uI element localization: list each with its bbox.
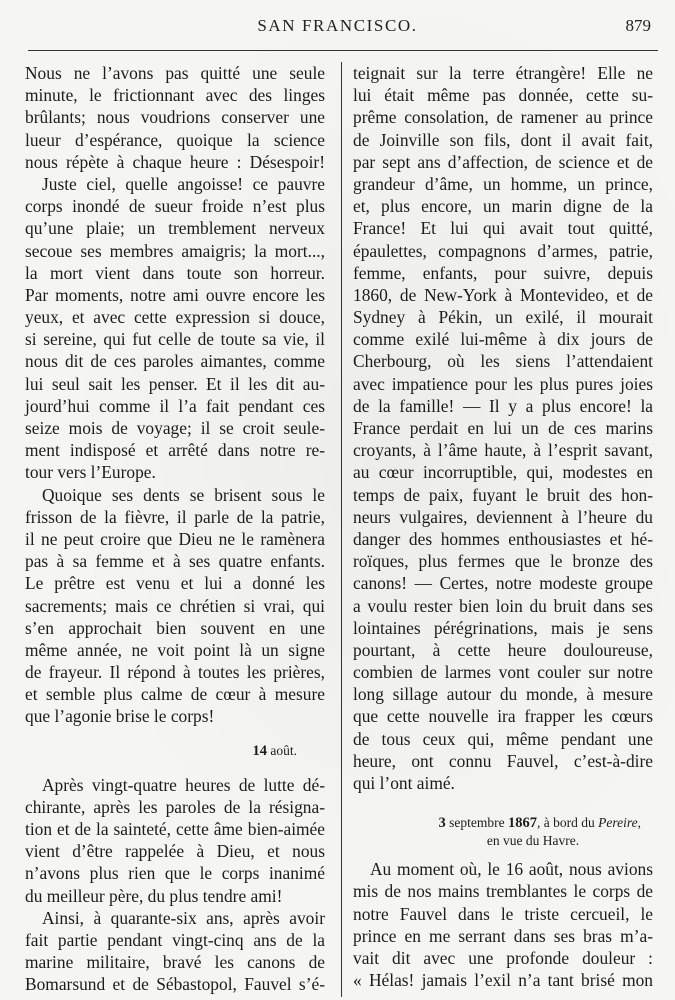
paragraph (25, 173, 325, 484)
text-line: lueur d’espérance, quoique la science (25, 129, 325, 150)
text-line: par sept ans d’affection, de science et de (353, 151, 653, 172)
text-line: qui l’ont aimé. (353, 773, 455, 793)
text-line: de la famille! — Il y a plus encore! la (353, 395, 653, 416)
text-line: de tous ceux qui, même pendant une (353, 728, 653, 749)
text-line: neurs vulgaires, deviennent à l’heure du (353, 506, 653, 527)
text-line: Au moment où, le 16 août, nous avions (370, 859, 653, 880)
text-line: nous répète à chaque heure : Désespoir! (25, 151, 325, 172)
dateline-punct: , (637, 815, 641, 831)
text-line: avec impatience pour les plus pures joies (353, 373, 653, 394)
text-line: heure, ont connu Fauvel, c’est-à-dire (353, 750, 653, 771)
text-line: 1860, de New-York à Montevideo, et de (353, 284, 653, 305)
text-line: de Joinville son fils, dont il avait fait, (353, 129, 653, 150)
header-rule (28, 50, 658, 51)
text-line: « Hélas! jamais l’exil n’a tant brisé mon (353, 970, 653, 991)
text-line: notre Fauvel dans le triste cercueil, le (353, 903, 653, 924)
text-line: tion et de la sainteté, cette âme bien-aimée (25, 819, 325, 839)
left-column (25, 62, 325, 996)
paragraph (25, 484, 325, 728)
text-line: sacrements; mais ce chrétien si vrai, qui (25, 595, 325, 616)
text-line: Ainsi, à quarante-six ans, après avoir (42, 907, 325, 928)
text-line: lui était même pas donnée, cette su- (353, 85, 653, 106)
text-line: que l’agonie brise le corps! (25, 706, 215, 727)
page-number: 879 (625, 16, 651, 35)
text-line: secoue ses membres amaigris; la mort..., (25, 240, 325, 261)
text-line: si sereine, qui fut celle de toute sa vie, il (25, 329, 325, 350)
dateline (25, 740, 325, 762)
text-line: même année, ne voit point là un signe (25, 639, 325, 660)
text-line: Juste ciel, quelle angoisse! ce pauvre (42, 173, 325, 194)
text-line: grandeur d’âme, un homme, un prince, (353, 173, 653, 194)
text-line: yeux, et avec cette expression si douce, (25, 307, 325, 328)
text-line: fait partie pendant vingt-cinq ans de la (25, 929, 325, 950)
right-column (353, 62, 653, 991)
ship-name: Pereire (598, 815, 638, 831)
text-line: que cette nouvelle ira frapper les cœurs (353, 706, 653, 727)
column-divider (341, 62, 342, 997)
text-line: France! Et lui qui avait tout quitté, (353, 218, 653, 239)
text-line: prême consolation, de ramener au prince (353, 107, 653, 128)
text-line: pas à sa femme et à ses quatre enfants. (25, 551, 325, 572)
dateline-year: 1867 (508, 815, 538, 832)
text-line: au cœur incorruptible, qui, modestes en (353, 462, 653, 483)
text-line: et, plus encore, un marin digne de la (353, 196, 653, 217)
text-line: marine militaire, bravé les canons de (25, 952, 325, 973)
text-line: Nous ne l’avons pas quitté une seule (25, 63, 325, 83)
text-line: s’en approchait bien souvent en une (25, 617, 325, 638)
text-line: combien de larmes vont couler sur notre (353, 662, 653, 683)
text-line: n’avons plus rien que le corps inanimé (25, 863, 325, 884)
paragraph (25, 62, 325, 173)
text-line: et semble plus calme de cœur à mesure (25, 684, 325, 705)
text-line: qu’une plaie; un tremblement nerveux (25, 218, 325, 239)
text-line: lointaines pérégrinations, mais je sens (353, 617, 653, 638)
text-line: long sillage autour du monde, à mesure (353, 684, 653, 705)
text-line: tour vers l’Europe. (25, 462, 156, 483)
dateline-day: 14 (252, 742, 267, 759)
text-line: jourd’hui comme il l’a fait pendant ces (25, 395, 325, 416)
dateline-month: août. (270, 742, 297, 758)
text-line: il ne peut croire que Dieu ne le ramènera (25, 528, 325, 549)
text-line: Quoique ses dents se brisent sous le (42, 484, 325, 505)
text-line: a voulu rester bien loin du bruit dans ses (353, 595, 653, 616)
text-line: frisson de la fièvre, il parle de la patrie, (25, 506, 325, 527)
text-line: de frayeur. Il répond à toutes les prières, (25, 662, 325, 683)
text-line: France perdait en lui un de ces marins (353, 418, 653, 438)
text-line: teignait sur la terre étrangère! Elle ne (353, 63, 653, 83)
text-line: épaulettes, compagnons d’armes, patrie, (353, 240, 653, 261)
text-line: pourtant, à cette heure douloureuse, (353, 639, 653, 660)
text-line: mis de nos mains tremblantes le corps de (353, 881, 653, 902)
text-line: Le prêtre est venu et lui a donné les (25, 573, 325, 594)
text-line: vient d’être rappelée à Dieu, et nous (25, 841, 325, 862)
text-line: Bomarsund et de Sébastopol, Fauvel s’é- (25, 974, 325, 995)
text-line: Après vingt-quatre heures de lutte dé- (42, 774, 325, 795)
text-line: femme, enfants, pour suivre, depuis (353, 262, 653, 283)
dateline-month: septembre (449, 815, 505, 831)
text-line: corps inondé de sueur froide n’est plus (25, 196, 325, 217)
running-head (0, 14, 675, 38)
text-line: minute, le frictionnant avec des linges (25, 85, 325, 106)
text-line: brûlants; nous voudrions conserver une (25, 107, 325, 128)
text-line: Par moments, notre ami ouvre encore les (25, 284, 325, 305)
text-line: vait dit avec une profonde douleur : (353, 947, 653, 968)
text-line: nous dit de ces paroles aimantes, comme (25, 351, 325, 372)
text-line: croyants, à l’âme haute, à l’esprit savant, (353, 440, 653, 461)
text-line: danger des hommes enthousiastes et hé- (353, 528, 653, 549)
paragraph (353, 62, 653, 794)
dateline-line2: en vue du Havre. (486, 833, 580, 849)
text-line: temps de paix, fuyant le bruit des hon- (353, 484, 653, 505)
text-line: ment indisposé et arrêté dans notre re- (25, 440, 325, 461)
running-title: SAN FRANCISCO. (257, 16, 418, 35)
text-line: lui seul sait les penser. Et il les dit au- (25, 373, 325, 394)
text-line: du meilleur père, du plus tendre ami! (25, 885, 283, 906)
dateline-location: , à bord du (537, 815, 595, 831)
text-line: comme exilé lui-même à dix jours de (353, 329, 653, 350)
text-line: canons! — Certes, notre modeste groupe (353, 573, 653, 594)
text-line: seize mois de voyage; il se croit seule- (25, 418, 325, 438)
paragraph (25, 774, 325, 907)
dateline-day: 3 (438, 815, 446, 832)
text-line: chirante, après les paroles de la résigna- (25, 796, 325, 817)
text-line: la mort vient dans toute son horreur. (25, 262, 325, 283)
paragraph (25, 907, 325, 996)
text-line: prince en me serrant dans ses bras m’a- (353, 925, 653, 946)
text-line: Cherbourg, où les siens l’attendaient (353, 351, 653, 372)
text-line: roïques, plus fermes que le bronze des (353, 551, 653, 572)
paragraph (353, 858, 653, 991)
text-line: Sydney à Pékin, un exilé, il mourait (353, 307, 653, 328)
